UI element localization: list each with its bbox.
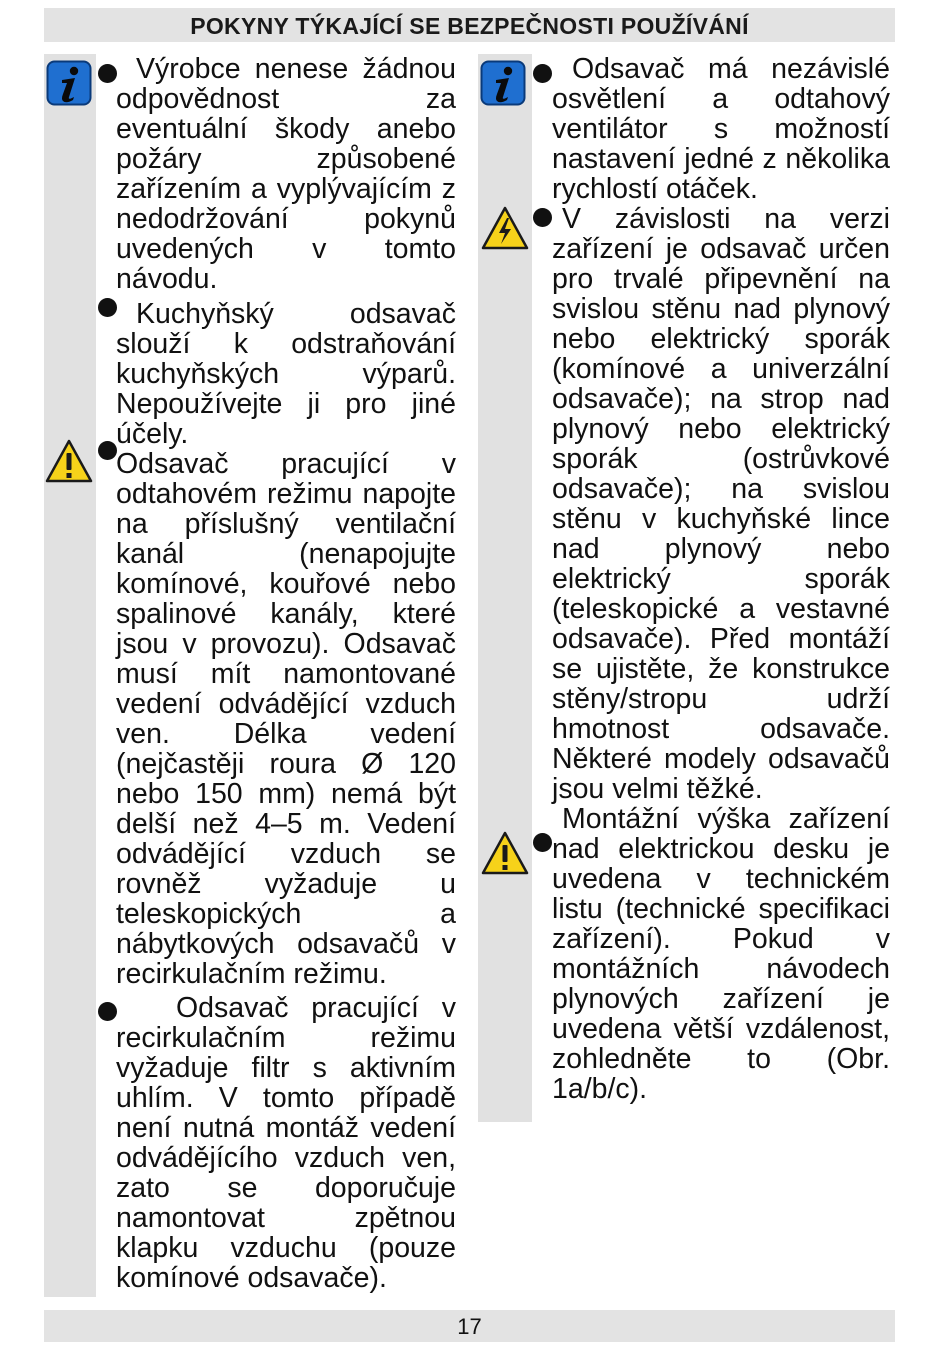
list-item bbox=[116, 54, 456, 294]
footer-bar bbox=[44, 1310, 895, 1342]
left-gutter bbox=[44, 54, 96, 1297]
bullet-icon bbox=[98, 298, 117, 317]
list-item bbox=[552, 804, 890, 1104]
bullet-icon bbox=[533, 64, 552, 83]
bullet-icon bbox=[98, 64, 117, 83]
warning-icon bbox=[480, 830, 530, 876]
item-text: Odsavač má nezávislé osvětlení a odtahový ventilátor s možností nastavení jedné z několika rychlostí otáček. bbox=[552, 53, 890, 205]
item-text: Odsavač pracující v odtahovém režimu napojte na příslušný ventilační kanál (nenapojujte komínové, kouřové nebo spalinové kanály, které jsou v provozu). Odsavač musí mít namontované vedení odvádějící vzduch ven. Délka vedení (nejčastěji roura Ø 120 nebo 150 mm) nemá být delší než 4–5 m. Vedení odvádějící vzduch se rovněž vyžaduje u teleskopických a nábytkových odsavačů v recirkulačním režimu. bbox=[116, 448, 456, 990]
bullet-icon bbox=[98, 1002, 117, 1021]
page-number: 17 bbox=[457, 1314, 482, 1339]
left-column bbox=[116, 54, 456, 1293]
info-icon bbox=[46, 60, 92, 106]
item-text: Výrobce nenese žádnou odpovědnost za eventuální škody anebo požáry způsobené zařízením a vyplývajícím z nedodržování pokynů uvedených v tomto návodu. bbox=[116, 53, 456, 295]
warning-icon bbox=[44, 438, 94, 484]
list-item bbox=[116, 449, 456, 989]
right-column bbox=[552, 54, 890, 1104]
list-item bbox=[552, 54, 890, 204]
electric-hazard-icon bbox=[480, 205, 530, 251]
item-text: V závislosti na verzi zařízení je odsavač určen pro trvalé připevnění na svislou stěnu nad plynový nebo elektrický sporák (komínové a univerzální odsavače); na strop nad plynový nebo elektrický sporák (ostrůvkové odsavače); na svislou stěnu v kuchyňské lince nad plynový nebo elektrický sporák (teleskopické a vestavné odsavače). Před montáží se ujistěte, že konstrukce stěny/stropu udrží hmotnost odsavače. Některé modely odsavačů jsou velmi těžké. bbox=[552, 203, 890, 805]
info-icon bbox=[480, 60, 526, 106]
page-title: POKYNY TÝKAJÍCÍ SE BEZPEČNOSTI POUŽÍVÁNÍ bbox=[190, 13, 749, 39]
list-item bbox=[116, 299, 456, 449]
item-text: Odsavač pracující v recirkulačním režimu vyžaduje filtr s aktivním uhlím. V tomto případě není nutná montáž vedení odvádějícího vzduch ven, zato se doporučuje namontovat zpětnou klapku vzduchu (pouze komínové odsavače). bbox=[116, 992, 456, 1294]
header-bar bbox=[44, 8, 895, 42]
item-text: Montážní výška zařízení nad elektrickou desku je uvedena v technickém listu (technické specifikaci zařízení). Pokud v montážních návodech plynových zařízení je uvedena větší vzdálenost, zohledněte to (Obr. 1a/b/c). bbox=[552, 803, 890, 1105]
bullet-icon bbox=[533, 833, 552, 852]
item-text: Kuchyňský odsavač slouží k odstraňování kuchyňských výparů. Nepoužívejte ji pro jiné účely. bbox=[116, 298, 456, 450]
list-item bbox=[552, 204, 890, 804]
bullet-icon bbox=[98, 441, 117, 460]
bullet-icon bbox=[533, 208, 552, 227]
list-item bbox=[116, 993, 456, 1293]
